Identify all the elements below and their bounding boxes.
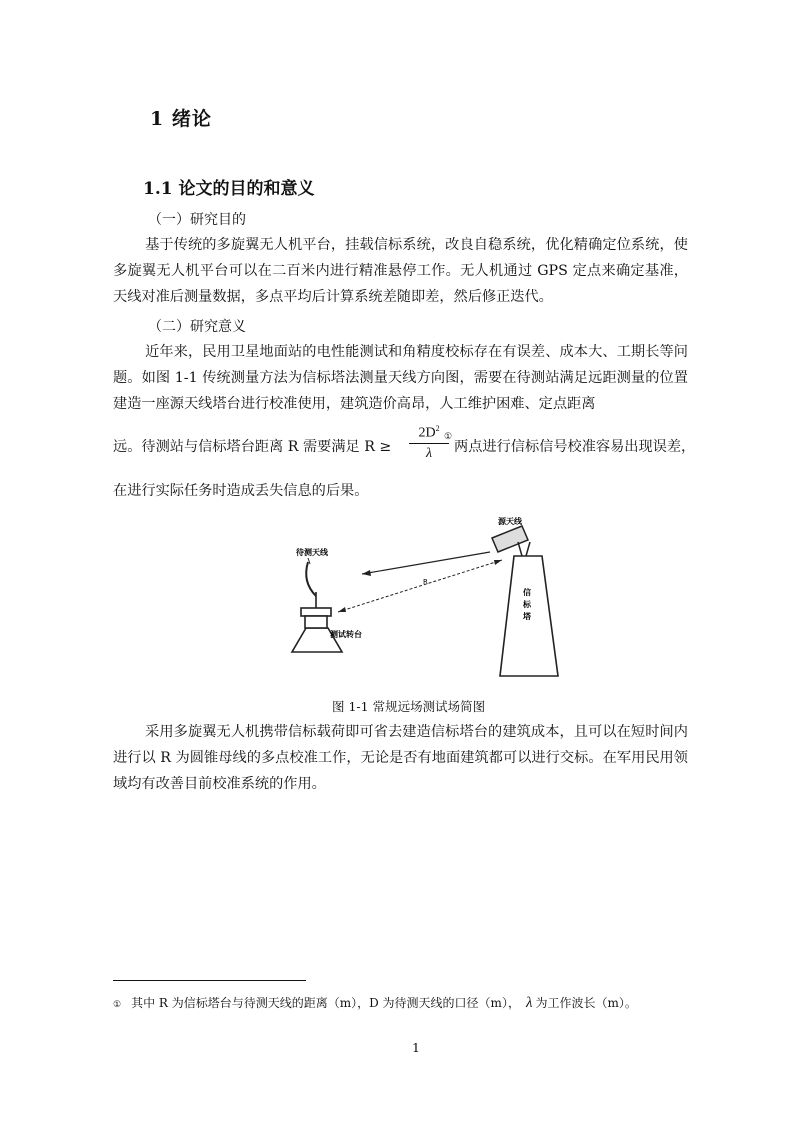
distance-R-label: R: [423, 578, 428, 586]
footnote-reference[interactable]: ①: [444, 432, 453, 442]
footnote-divider: [113, 980, 306, 981]
turntable-label: 测试转台: [330, 630, 362, 639]
far-field-test-diagram: [268, 512, 568, 682]
formula-numerator: [409, 424, 449, 444]
signal-arrow: [362, 552, 490, 574]
chapter-title: 1 绪论: [150, 108, 212, 130]
formula-exponent: 2: [435, 424, 440, 433]
formula-line: [113, 424, 713, 468]
formula-numerator-base: 2D: [418, 425, 436, 441]
paragraph-purpose-text: 基于传统的多旋翼无人机平台，挂载信标系统，改良自稳系统，优化精确定位系统，使多旋翼无人机平台可以在二百米内进行精准悬停工作。无人机通过 GPS 定点来确定基准，天线对准后测量数据，多点平均后计算系统差随即差，然后修正迭代。: [113, 237, 688, 305]
page-number: 1: [412, 1040, 420, 1055]
subheading-research-purpose: （一）研究目的: [148, 212, 246, 228]
antenna-under-test: [306, 562, 316, 596]
tower-label-char-2: 标: [523, 600, 531, 609]
formula-denominator: λ: [425, 445, 433, 461]
paragraph-conclusion-text: 采用多旋翼无人机携带信标载荷即可省去建造信标塔台的建筑成本，且可以在短时间内进行以 R 为圆锥母线的多点校准工作，无论是否有地面建筑都可以进行交标。在军用民用领域均有改善目前校准系统的作用。: [113, 724, 688, 792]
tower-label-char-1: 信: [523, 588, 531, 597]
distance-formula: [409, 424, 449, 462]
paragraph-significance-end: 在进行实际任务时造成丢失信息的后果。: [113, 483, 369, 499]
paragraph-significance-text: 近年来，民用卫星地面站的电性能测试和角精度校标存在有误差、成本大、工期长等问题。如图 1-1 传统测量方法为信标塔法测量天线方向图，需要在待测站满足远距测量的位置建造一座源天线塔台进行校准使用，建筑造价高昂，人工维护困难、定点距离: [113, 344, 688, 412]
antenna-under-test-label: 待测天线: [296, 548, 328, 557]
section-title: 1.1 论文的目的和意义: [143, 179, 315, 199]
footnote-text-before: 其中 R 为信标塔台与待测天线的距离（m），D 为待测天线的口径（m），: [131, 996, 520, 1010]
distance-line-R: [338, 560, 502, 612]
formula-line-suffix: 两点进行信标信号校准容易出现误差，: [454, 439, 696, 455]
source-antenna: [492, 526, 528, 552]
figure-caption: 图 1-1 常规远场测试场简图: [332, 699, 486, 714]
formula-line-prefix: 远。待测站与信标塔台距离 R 需要满足 R ≥: [113, 439, 392, 455]
footnote-marker: ①: [113, 1000, 122, 1010]
paragraph-significance: [113, 339, 688, 417]
subheading-research-significance: （二）研究意义: [148, 319, 246, 335]
paragraph-conclusion: [113, 719, 688, 797]
footnote-lambda: λ: [525, 995, 533, 1011]
footnote-text-after: 为工作波长（m）。: [535, 996, 637, 1010]
tower-label-char-3: 塔: [523, 612, 531, 621]
source-antenna-label: 源天线: [498, 517, 522, 526]
paragraph-purpose: [113, 232, 688, 310]
footnote: [113, 994, 637, 1012]
